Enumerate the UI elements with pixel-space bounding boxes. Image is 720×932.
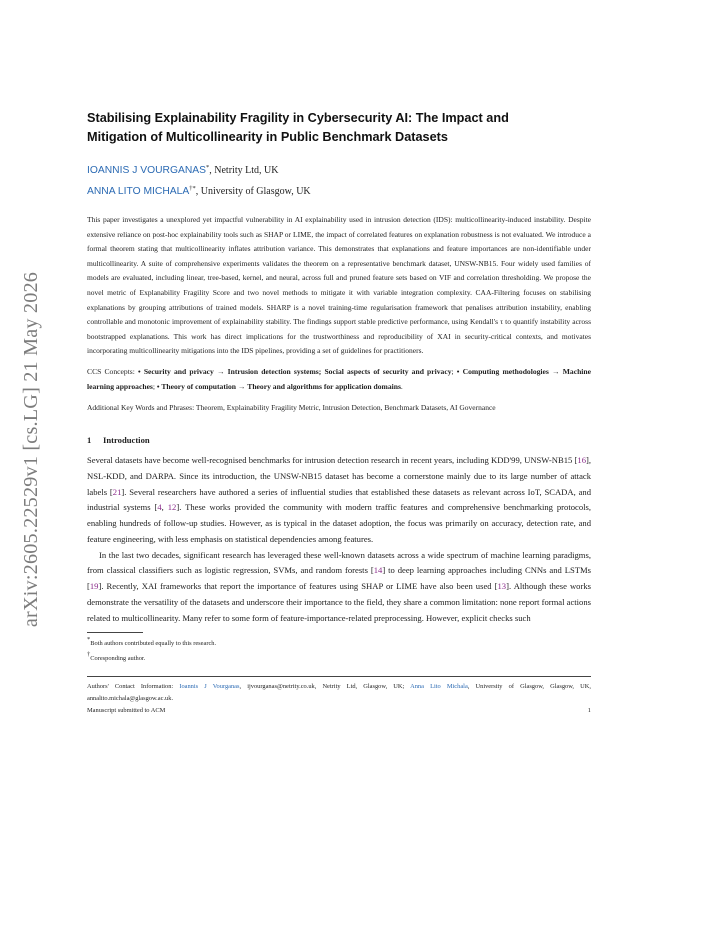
paragraph-text: Several datasets have become well-recognised benchmarks for intrusion detection research in recent years, including KDD'99, UNSW-NB15 [ xyxy=(87,455,578,466)
manuscript-note: Manuscript submitted to ACM xyxy=(87,707,166,715)
author-mark: * xyxy=(206,164,210,171)
paragraph xyxy=(87,548,591,627)
keywords: Additional Key Words and Phrases: Theorem, Explainability Fragility Metric, Intrusion Detection, Benchmark Datasets, AI Governance xyxy=(87,403,496,413)
citation-link[interactable]: 12 xyxy=(167,502,177,513)
footnote xyxy=(87,635,591,650)
paragraph xyxy=(87,453,591,548)
author-name: IOANNIS J VOURGANAS xyxy=(87,165,207,176)
author-affiliation: , Netrity Ltd, UK xyxy=(209,165,279,176)
paper-title xyxy=(87,109,591,147)
author-entry xyxy=(87,180,591,201)
paragraph-text: In the last two decades, significant research has leveraged these well-known datasets across a wide spectrum of machine learning paradigms, from classical classifiers such as logistic regression, SVMs, and random forests [ xyxy=(87,549,591,576)
section-heading xyxy=(87,433,591,447)
paragraph-text: ]. These works provided the community with modern traffic features and comprehensive benchmarking protocols, enabling hundreds of follow-up studies. However, as is typical in the dataset adoption, the focus was primarily on accuracy, detection rate, and feature engineering, with less emphasis on statistical dependencies among features. xyxy=(87,502,592,544)
contact-divider xyxy=(87,676,591,677)
contact-text: , University of Glasgow, Glasgow, UK, annalito.michala@glasgow.ac.uk. xyxy=(87,683,591,702)
page-footer xyxy=(87,705,591,717)
ccs-concept: • Theory of computation → Theory and algorithms for application domains xyxy=(156,381,401,391)
paper-page xyxy=(87,109,591,717)
author-name: ANNA LITO MICHALA xyxy=(87,186,190,197)
footnote xyxy=(87,650,591,665)
paragraph-text: ]. Several researchers have authored a series of influential studies that established these datasets as relevant across IoT, SCADA, and industrial systems [ xyxy=(87,486,592,513)
ccs-end: . xyxy=(400,381,403,391)
page-number: 1 xyxy=(587,707,591,715)
section-title: Introduction xyxy=(103,435,150,446)
contact-text: , ijvourganas@netrity.co.uk, Netrity Ltd, Glasgow, UK; xyxy=(239,683,411,691)
footnote-text: Both authors contributed equally to this research. xyxy=(90,640,217,648)
author-mark: †* xyxy=(189,185,196,192)
paragraph-text: ]. Recently, XAI frameworks that report the importance of features using SHAP or LIME have also been used [ xyxy=(98,581,498,592)
paragraph-text: ], NSL-KDD, and DARPA. Since its introduction, the UNSW-NB15 dataset has become a cornerstone mainly due to its large number of attack labels [ xyxy=(87,455,591,497)
citation-link[interactable]: 13 xyxy=(497,581,507,592)
ccs-concepts xyxy=(87,365,591,394)
author-contact-info xyxy=(87,681,591,704)
author-list xyxy=(87,159,591,201)
ccs-concept: • Computing methodologies → Machine learning approaches xyxy=(87,366,591,391)
author-affiliation: , University of Glasgow, UK xyxy=(195,186,311,197)
ccs-separator: ; xyxy=(451,366,457,376)
ccs-separator: ; xyxy=(152,381,157,391)
citation-link[interactable]: 4 xyxy=(157,502,162,513)
citation-link[interactable]: 14 xyxy=(373,565,383,576)
ccs-concept: • Security and privacy → Intrusion detection systems; Social aspects of security and privacy xyxy=(138,366,452,376)
paragraph-text: ]. Although these works demonstrate the versatility of the datasets and underscore their importance to the field, they share a common limitation: none report formal actions related to multicollinearity. Many refer to some form of feature-importance-related preprocessing. However, explicit checks such xyxy=(87,581,591,623)
author-link[interactable]: Ioannis J Vourganas xyxy=(179,683,240,691)
footnote-text: Coresponding author. xyxy=(90,654,146,662)
citation-link[interactable]: 21 xyxy=(112,486,122,497)
paragraph-text: ] to deep learning approaches including CNNs and LSTMs [ xyxy=(87,565,592,592)
footnote-mark: † xyxy=(87,650,91,658)
section-number: 1 xyxy=(87,435,92,446)
title-line-2: Mitigation of Multicollinearity in Public Benchmark Datasets xyxy=(87,130,448,144)
title-line-1: Stabilising Explainability Fragility in Cybersecurity AI: The Impact and xyxy=(87,111,509,125)
author-entry xyxy=(87,159,591,180)
contact-text: Authors' Contact Information: xyxy=(87,683,180,691)
footnote-mark: * xyxy=(87,636,91,644)
abstract: This paper investigates a unexplored yet impactful vulnerability in AI explainability used in intrusion detection (IDS): multicollinearity-induced instability. Despite extensive reliance on post-hoc explainability tools such as SHAP or LIME, the impact of correlated features on explanation robustness is not evaluated. We introduce a formal theorem stating that multicollinearity inflates attribution variance. This demonstrates that explanations and feature importances are non-identifiable under multicollinearity. A suite of comprehensive experiments validates the theorem on a representative benchmark dataset, UNSW-NB15. Four widely used families of models are evaluated, including linear, tree-based, kernel, and neural, across full and pruned feature sets based on VIF and correlation thresholding. We propose the novel metric of Explanability Fragility Score and two novel methods to mitigate it with variable integration complexity. CAA-Filtering focuses on stabilising explanations by grouping attributions of trained models. SHARP is a novel training-time regularisation framework that penalises attribution instability, enabling controllable and monotonic improvement of explainability stability. The findings support stable predictive performance, using Kendall's τ to quantify instability across bootstrapped explanations. This work has direct implications for the trustworthiness and reproducibility of XAI in security-critical contexts, and motivates incorporating multicollinearity mitigations into the IDS pipelines, providing a set of guidelines for practitioners. xyxy=(87,215,591,356)
paragraph-text: , xyxy=(161,502,168,513)
author-link[interactable]: Anna Lito Michala xyxy=(410,683,468,691)
citation-link[interactable]: 16 xyxy=(577,455,586,466)
citation-link[interactable]: 19 xyxy=(89,581,99,592)
arxiv-stamp-text: arXiv:2605.22529v1 [cs.LG] 21 May 2026 xyxy=(20,271,43,628)
arxiv-identifier-stamp xyxy=(2,252,62,647)
section-body xyxy=(87,453,591,626)
ccs-label: CCS Concepts: xyxy=(87,366,139,376)
footnote-divider xyxy=(87,632,143,633)
footnotes xyxy=(87,635,591,664)
